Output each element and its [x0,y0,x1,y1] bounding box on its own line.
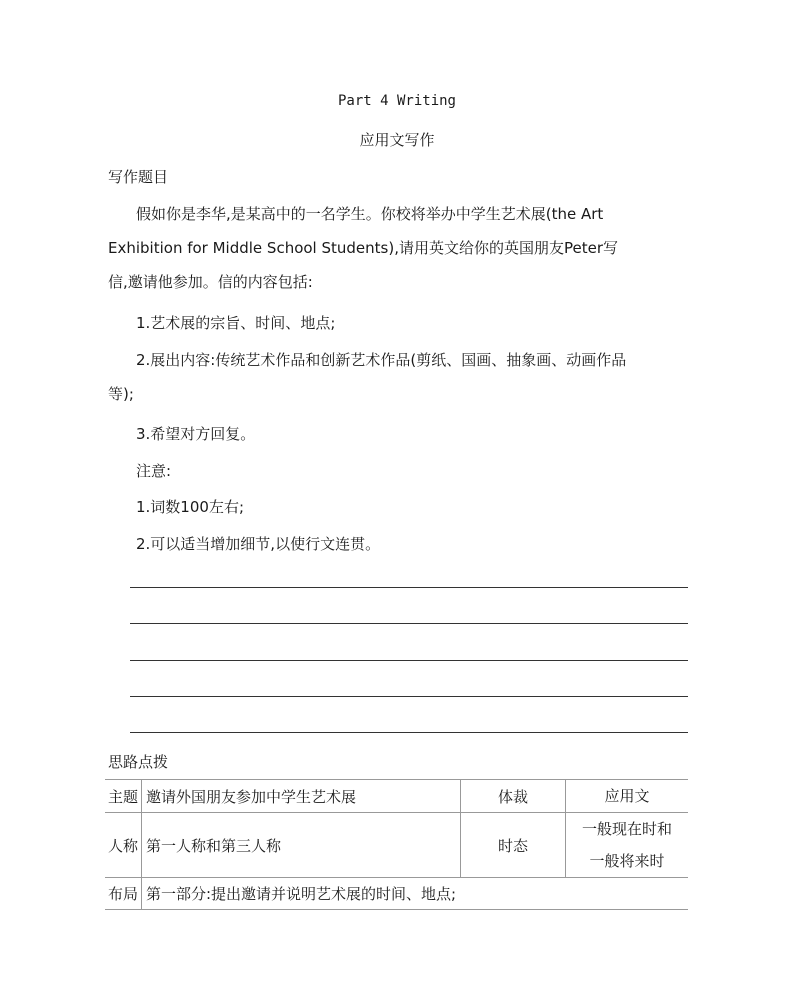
row-label-2: 时态 [461,813,566,878]
row-content-2: 应用文 [566,780,689,813]
answer-line [130,660,688,661]
answer-line [130,623,688,624]
notes-heading: 注意: [136,462,172,480]
answer-line [130,696,688,697]
note-item: 2.可以适当增加细节,以使行文连贯。 [136,535,381,553]
row-content: 第一人称和第三人称 [142,813,461,878]
content-point: 3.希望对方回复。 [136,425,256,443]
answer-line [130,732,688,733]
row-label: 人称 [105,813,142,878]
note-item: 1.词数100左右; [136,498,244,516]
prompt-line: 假如你是李华,是某高中的一名学生。你校将举办中学生艺术展(the Art [136,205,604,223]
guide-heading: 思路点拨 [108,753,169,771]
prompt-line: Exhibition for Middle School Students),请用英文给你的英国朋友Peter写 [108,239,618,257]
table-row [105,813,688,878]
row-label: 布局 [105,878,142,910]
tense-line: 一般将来时 [589,852,665,870]
task-heading: 写作题目 [108,168,169,186]
guide-table [105,779,688,910]
row-content-2 [566,813,689,878]
content-point-continued: 等); [108,385,134,403]
row-content: 邀请外国朋友参加中学生艺术展 [142,780,461,813]
table-row [105,878,688,910]
answer-line [130,587,688,588]
row-label: 主题 [105,780,142,813]
tense-line: 一般现在时和 [581,820,672,838]
row-content: 第一部分:提出邀请并说明艺术展的时间、地点; [142,878,689,910]
content-point: 2.展出内容:传统艺术作品和创新艺术作品(剪纸、国画、抽象画、动画作品 [136,351,627,369]
row-label-2: 体裁 [461,780,566,813]
content-point: 1.艺术展的宗旨、时间、地点; [136,314,336,332]
prompt-line: 信,邀请他参加。信的内容包括: [108,273,313,291]
section-subtitle: 应用文写作 [359,131,435,149]
table-row [105,780,688,813]
part-title: Part 4 Writing [337,93,456,109]
